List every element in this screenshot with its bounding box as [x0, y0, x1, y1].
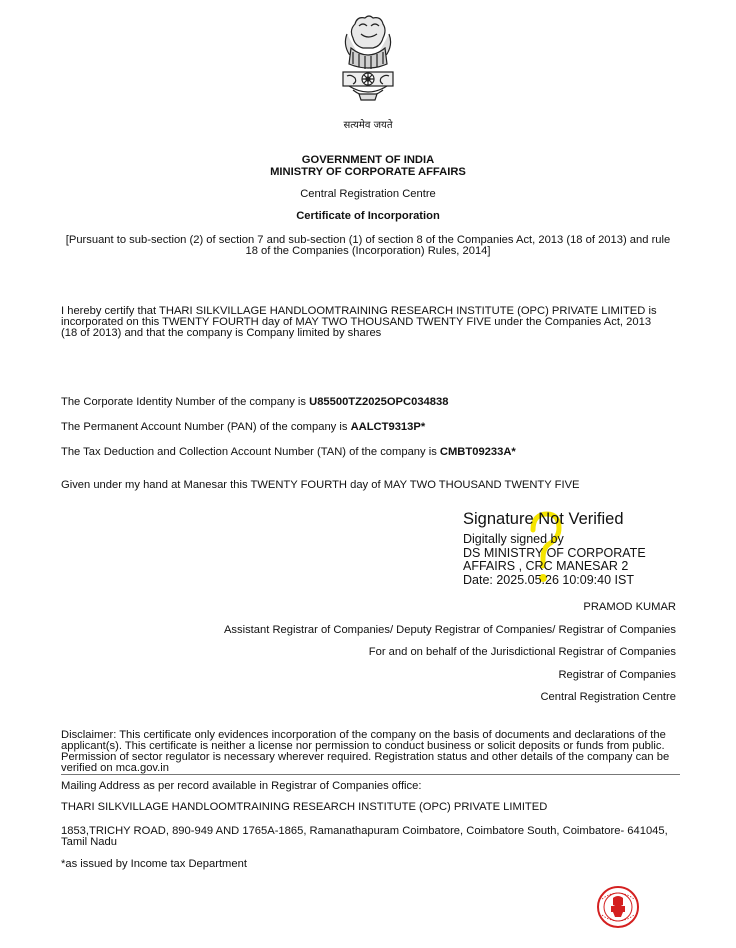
cin-value: U85500TZ2025OPC034838 — [309, 396, 449, 408]
signatory-name: PRAMOD KUMAR — [583, 601, 676, 613]
national-emblem-icon — [333, 14, 403, 119]
disclaimer-line-4: verified on mca.gov.in — [61, 762, 169, 774]
tan-statement — [61, 446, 681, 458]
signature-line-2: DS MINISTRY OF CORPORATE — [463, 545, 646, 560]
footnote: *as issued by Income tax Department — [61, 858, 247, 870]
signature-date: Date: 2025.05.26 10:09:40 IST — [463, 572, 634, 587]
tan-value: CMBT09233A* — [439, 446, 516, 458]
signatory-centre: Central Registration Centre — [540, 691, 676, 703]
digital-signature-block[interactable] — [463, 509, 683, 587]
signature-line-1: Digitally signed by — [463, 532, 564, 546]
mailing-label: Mailing Address as per record available in Registrar of Companies office: — [61, 780, 422, 792]
certification-line-1: I hereby certify that THARI SILKVILLAGE HANDLOOMTRAINING RESEARCH INSTITUTE (OPC) PRIVATE LIMITED is — [61, 305, 657, 317]
disclaimer-line-3: Permission of sector regulator is necessary wherever required. Registration status and other details of the company can be — [61, 751, 670, 763]
ministry-seal-icon — [596, 885, 640, 934]
signatory-behalf: For and on behalf of the Jurisdictional Registrar of Companies — [368, 646, 676, 658]
pan-value: AALCT9313P* — [350, 421, 426, 433]
disclaimer-line-2: applicant(s). This certificate is neither a license nor permission to conduct business or solicit deposits or funds from public. — [61, 740, 665, 752]
emblem-motto: सत्यमेव जयते — [343, 120, 393, 131]
certification-line-3: (18 of 2013) and that the company is Company limited by shares — [61, 327, 382, 339]
mailing-address-line-1: 1853,TRICHY ROAD, 890-949 AND 1765A-1865, Ramanathapuram Coimbatore, Coimbatore South, Coimbatore- 641045, — [61, 825, 668, 837]
disclaimer-line-1: Disclaimer: This certificate only evidences incorporation of the company on the basis of documents and declarations of the — [61, 729, 666, 741]
signature-line-3: AFFAIRS , CRC MANESAR 2 — [463, 559, 629, 573]
given-under-hand: Given under my hand at Manesar this TWENTY FOURTH day of MAY TWO THOUSAND TWENTY FIVE — [61, 479, 580, 491]
disclaimer-divider — [61, 774, 680, 775]
mailing-company: THARI SILKVILLAGE HANDLOOMTRAINING RESEARCH INSTITUTE (OPC) PRIVATE LIMITED — [61, 801, 548, 813]
ministry-heading: MINISTRY OF CORPORATE AFFAIRS — [270, 166, 466, 178]
mailing-address-line-2: Tamil Nadu — [61, 836, 117, 848]
signatory-registrar: Registrar of Companies — [558, 669, 676, 681]
centre-heading: Central Registration Centre — [300, 188, 436, 200]
signature-status: Signature Not Verified — [463, 510, 624, 528]
signatory-designation: Assistant Registrar of Companies/ Deputy Registrar of Companies/ Registrar of Companies — [223, 624, 676, 636]
pan-statement — [61, 421, 681, 433]
tan-label: The Tax Deduction and Collection Account Number (TAN) of the company is — [61, 446, 440, 458]
legal-reference-line-2: 18 of the Companies (Incorporation) Rules, 2014] — [245, 245, 491, 257]
government-heading: GOVERNMENT OF INDIA — [301, 154, 435, 166]
certification-line-2: incorporated on this TWENTY FOURTH day of MAY TWO THOUSAND TWENTY FIVE under the Companies Act, 2013 — [61, 316, 652, 328]
legal-reference-line-1: [Pursuant to sub-section (2) of section 7 and sub-section (1) of section 8 of the Companies Act, 2013 (18 of 2013) and rule — [65, 234, 671, 246]
cin-label: The Corporate Identity Number of the company is — [61, 396, 310, 408]
certificate-title: Certificate of Incorporation — [296, 210, 440, 222]
cin-statement — [61, 396, 681, 408]
pan-label: The Permanent Account Number (PAN) of the company is — [61, 421, 351, 433]
